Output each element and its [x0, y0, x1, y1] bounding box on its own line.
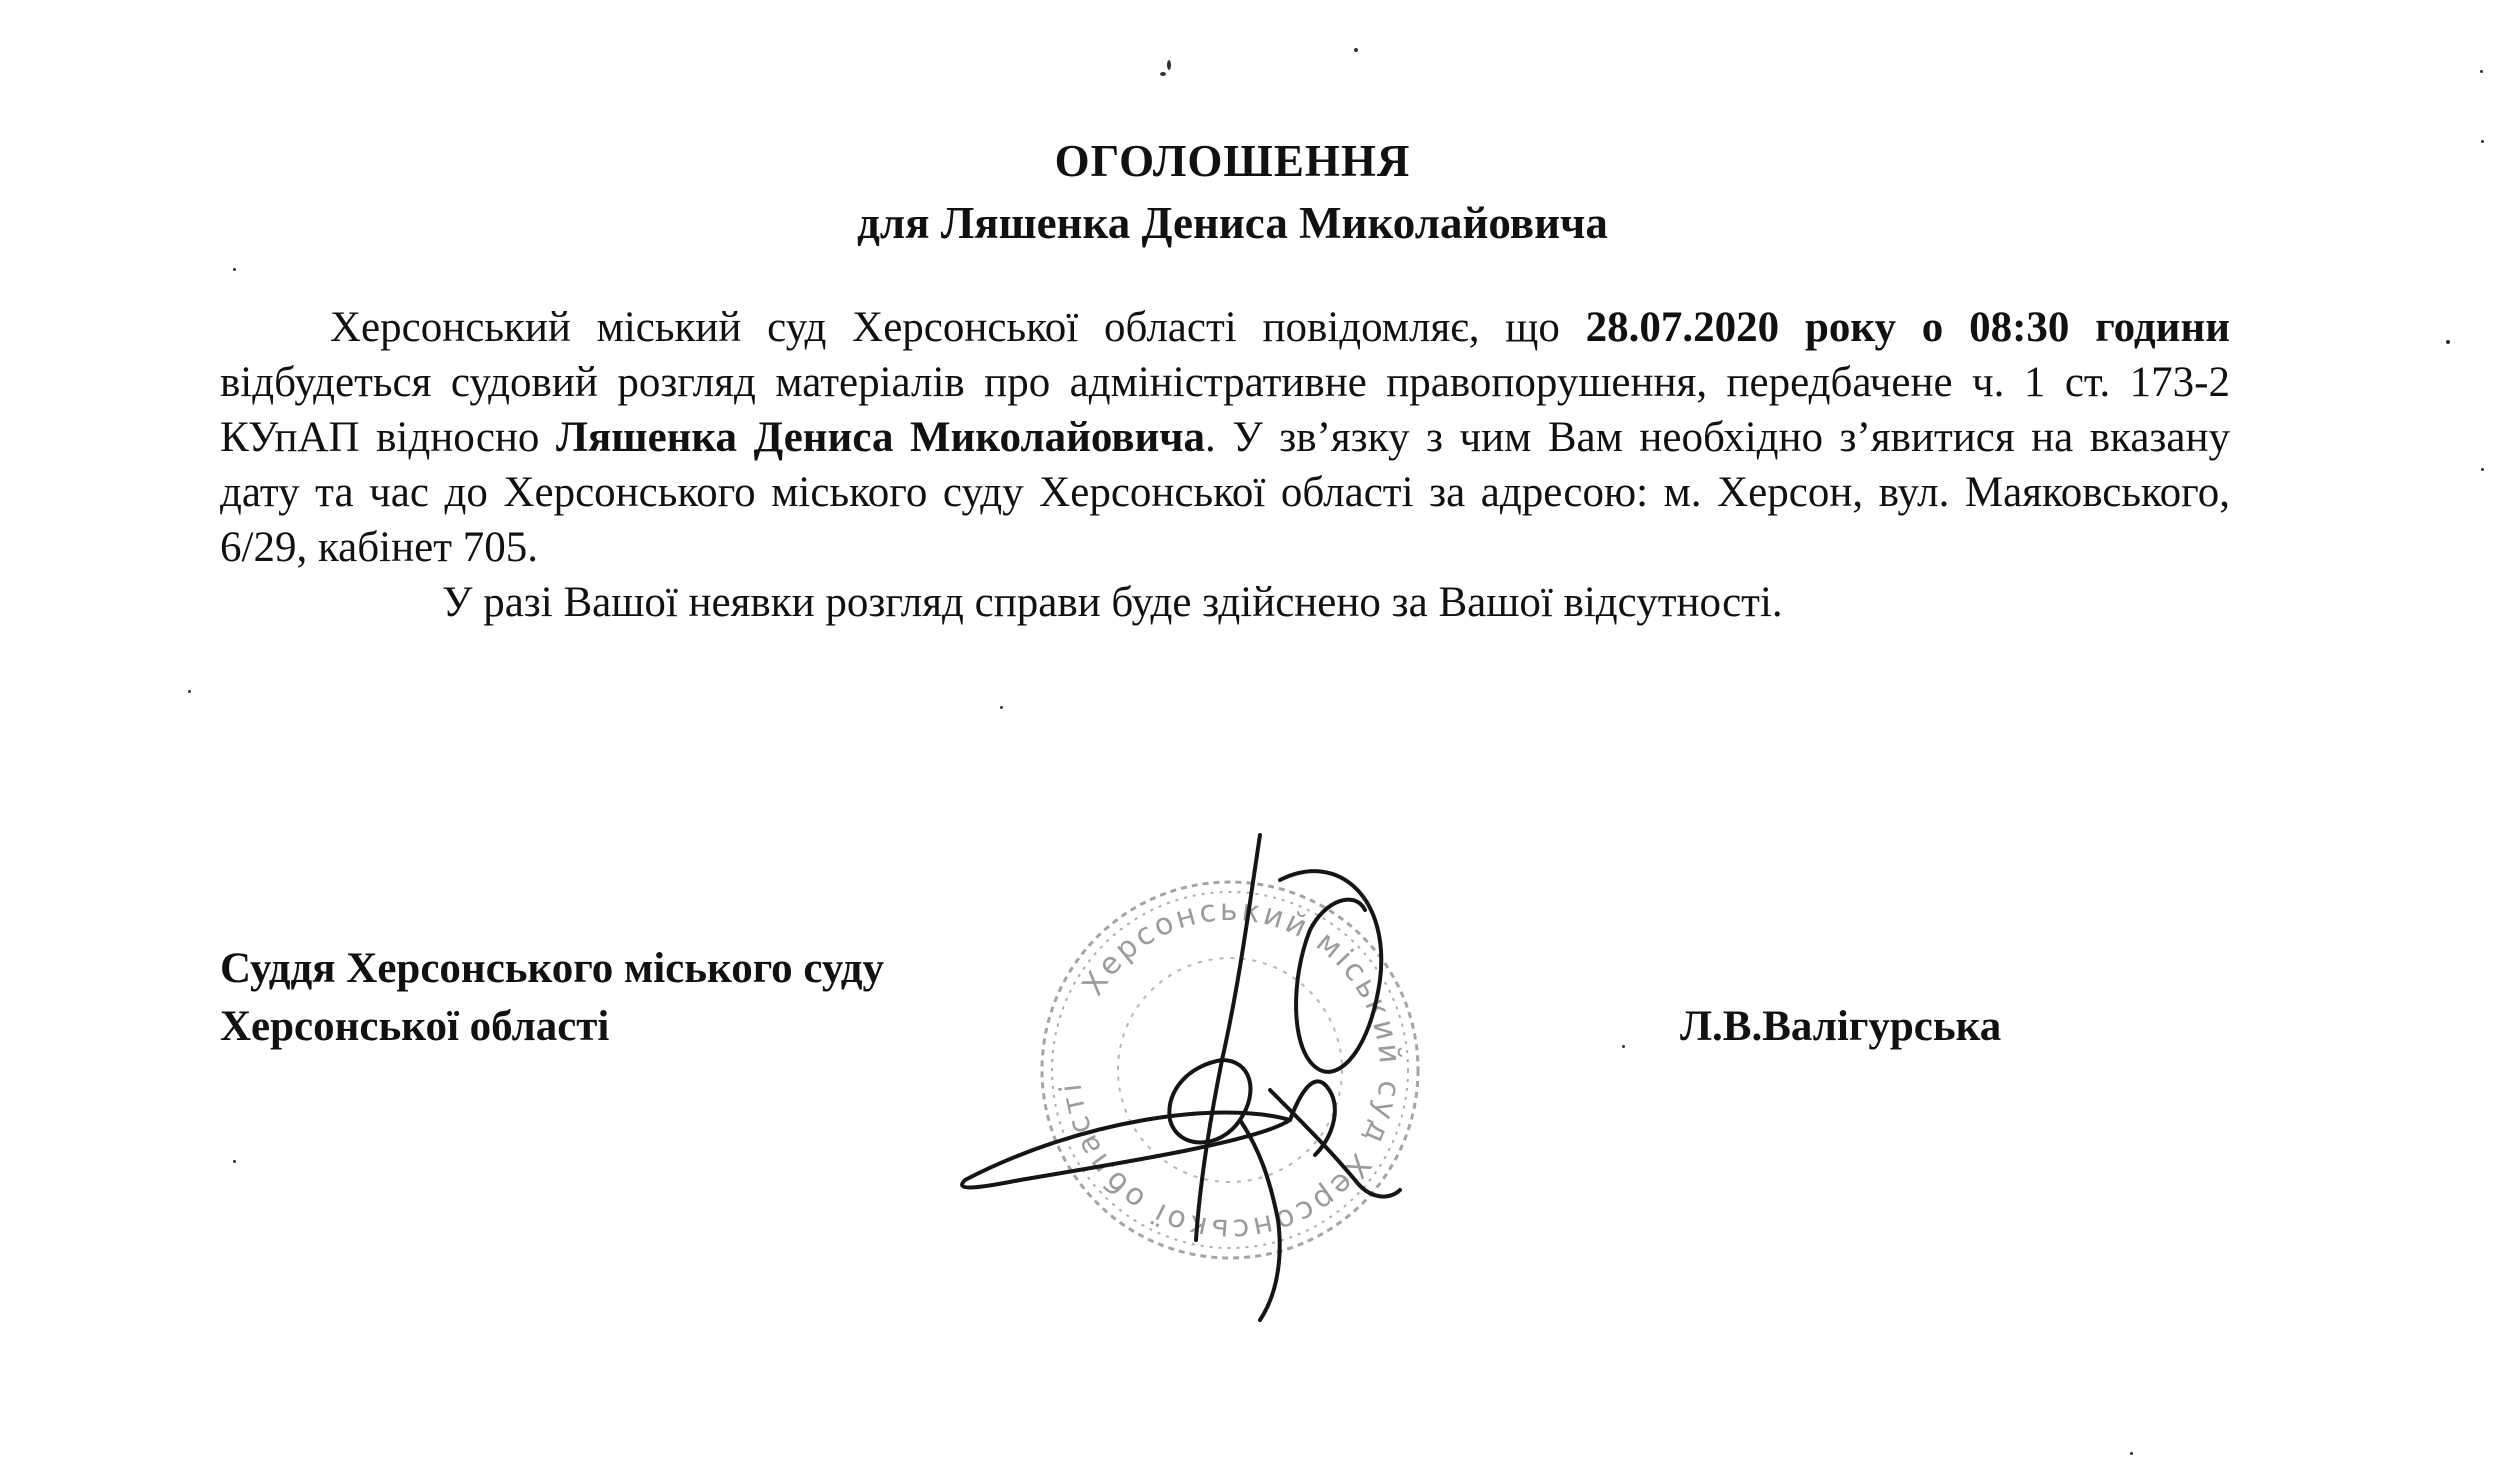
scan-speck — [2481, 140, 2484, 143]
judge-name: Л.В.Валігурська — [1680, 1003, 2002, 1050]
scan-speck — [2130, 1452, 2133, 1455]
judge-position-line: Херсонської області — [220, 1003, 610, 1050]
scan-speck — [233, 1160, 236, 1163]
notice-paragraph-main — [220, 300, 2230, 575]
notice-body — [220, 300, 2230, 630]
document-title: ОГОЛОШЕННЯ — [1054, 136, 1411, 186]
notice-text: відбудеться судовий розгляд матеріалів про адміністративне правопорушення, передбачене ч. 1 ст. 173-2 КУпАП відносно — [220, 359, 2230, 461]
defendant-name: Ляшенка Дениса Миколайовича — [555, 414, 1206, 461]
notice-text: . У зв’язку з чим Вам необхідно з’явитися на вказану дату та час до Херсонського міського суду Херсонської області за адресою: м. Херсон, вул. Маяковського, 6/29, кабінет 705. — [220, 414, 2230, 571]
court-stamp — [1042, 882, 1418, 1258]
scan-speck — [2480, 70, 2483, 73]
notice-text: Херсонський міський суд Херсонської області повідомляє, що — [330, 304, 1586, 351]
judge-position-line: Суддя Херсонського міського суду — [220, 945, 884, 992]
judge-position — [220, 940, 884, 1056]
scan-speck — [188, 690, 191, 693]
scan-speck — [1622, 1045, 1625, 1048]
scan-speck — [2481, 468, 2484, 471]
hearing-datetime: 28.07.2020 року о 08:30 години — [1585, 304, 2230, 351]
svg-text:Херсонський міський суд Херсон: Херсонський міський суд Херсонської області — [1053, 892, 1408, 1248]
scan-speck — [1160, 72, 1166, 76]
scan-speck — [1354, 48, 1358, 52]
scan-speck — [1167, 60, 1171, 70]
notice-paragraph-absence: У разі Вашої неявки розгляд справи буде здійснено за Вашої відсутності. — [442, 579, 1783, 626]
court-stamp-signature — [960, 820, 1620, 1340]
scan-speck — [1000, 706, 1003, 709]
scan-speck — [2446, 340, 2450, 344]
addressee-line: для Ляшенка Дениса Миколайовича — [857, 198, 1608, 248]
scan-speck — [233, 268, 236, 271]
